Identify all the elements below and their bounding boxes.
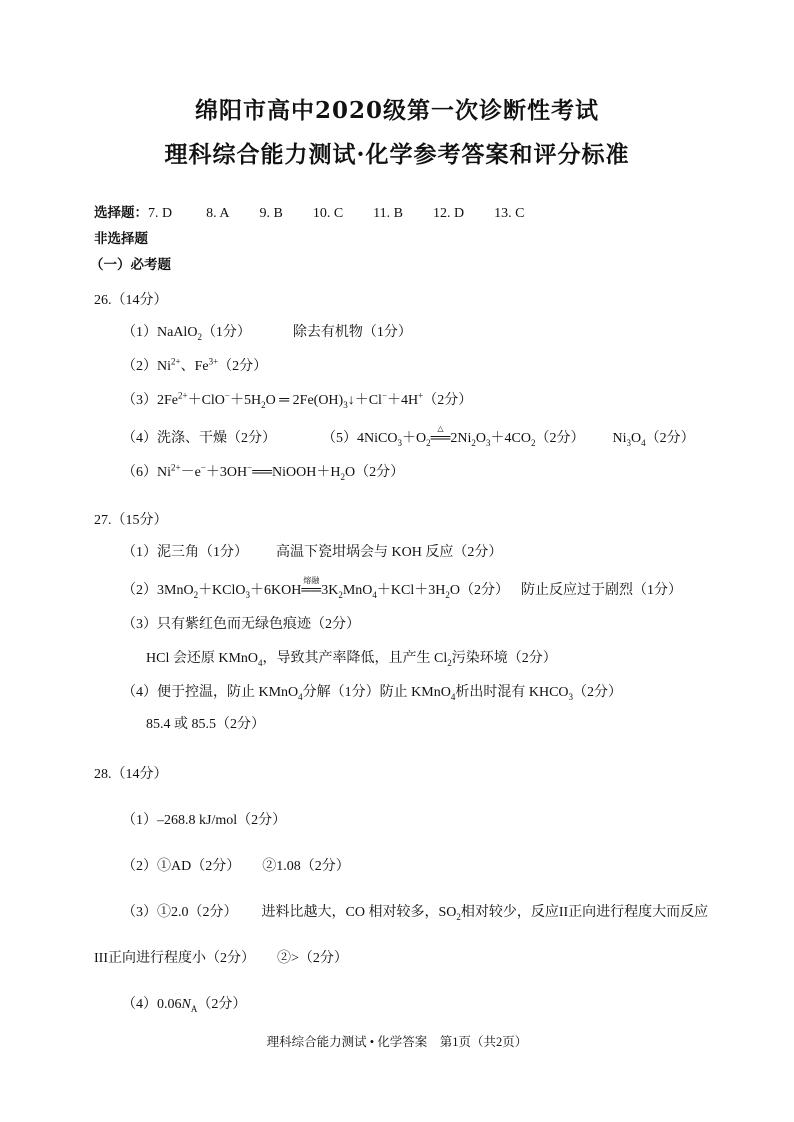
q26-part4-5: （4）洗涤、干燥（2分） $(5)4NiCO_3+O_2$ △ $══2Ni_2O_3+4CO_2(2$分） $Ni_3O_4(2$分） [122, 430, 695, 448]
mc-answer: 8. A [206, 206, 230, 221]
q27-part4: （4）便于控温，防止 KMnO$_4$分解（1分）防止 KMnO$_4$析出时混有 $KHCO_3(2$分） [122, 685, 623, 702]
q26-heading: 26.（14分） [94, 293, 168, 308]
heat-condition: △ [437, 424, 444, 433]
mc-answer: 10. C [312, 206, 344, 221]
q27-part1: （1）泥三角（1分） 高温下瓷坩埚会与 KOH 反应（2分） [122, 545, 503, 560]
mc-answer: 13. C [494, 206, 525, 221]
section-nonmc: 非选择题 [94, 231, 148, 247]
q26-part6: $(6)Ni^{2+}-e^-+3OH^-══NiOOH+H_2O(2$分） [122, 462, 405, 482]
section-required: （一）必考题 [90, 257, 171, 273]
q27-part3: （3）只有紫红色而无绿色痕迹（2分） [122, 617, 360, 632]
mc-answers [94, 204, 524, 223]
q28-part1: （1）–268.8 kJ/mol（2分） [122, 813, 287, 828]
q27-part4-yield: 85.4 或 85.5（2分） [146, 717, 265, 732]
page-footer: 理科综合能力测试 • 化学答案 第1页（共2页） [266, 1035, 528, 1049]
q28-part4: $(4)0.06N_A(2$分） [122, 997, 247, 1014]
q28-part3: （3）①2.0（2分） 进料比越大，CO 相对较多，$SO_2$相对较少，反应II正向进行程度大而反应 [122, 905, 709, 922]
q27-part2: （2）3MnO$_2$＋KClO$_3$＋6KOH 熔融 $══3K_2MnO_4+KCl+3H_2O(2$分） 防止反应过于剧烈（1分） [122, 582, 682, 600]
mc-answer: 12. D [432, 206, 465, 221]
q26-part2: $(2)Ni^{2+}$、$Fe^{3+}(2$分） [122, 356, 268, 374]
q28-part2: （2）①AD（2分） ②1.08（2分） [122, 859, 350, 874]
mc-answer: 7. D [148, 206, 173, 221]
mc-label: 选择题： [94, 205, 148, 221]
q26-part1: （1）NaAlO$_2$（1分） 除去有机物（1分） [122, 325, 412, 342]
q27-heading: 27.（15分） [94, 513, 168, 528]
document-title: 绵阳市高中2020级第一次诊断性考试 [194, 97, 599, 124]
q26-part3: $(3)2Fe^{2+}+ClO^-+5H_2O$ ═ $2Fe(OH)_3↓+Cl^-+4H^+(2$分） [122, 390, 473, 410]
q28-heading: 28.（14分） [94, 767, 168, 782]
melt-condition: 熔融 [303, 576, 320, 585]
mc-answer: 11. B [373, 206, 403, 221]
q27-part3-detail: HCl 会还原 KMnO$_4$，导致其产率降低，且产生 $Cl_2$污染环境（2分） [146, 651, 557, 668]
q28-part3-cont: III正向进行程度小（2分） ②>（2分） [94, 951, 348, 966]
document-subtitle: 理科综合能力测试·化学参考答案和评分标准 [164, 141, 630, 168]
mc-answer: 9. B [259, 206, 283, 221]
